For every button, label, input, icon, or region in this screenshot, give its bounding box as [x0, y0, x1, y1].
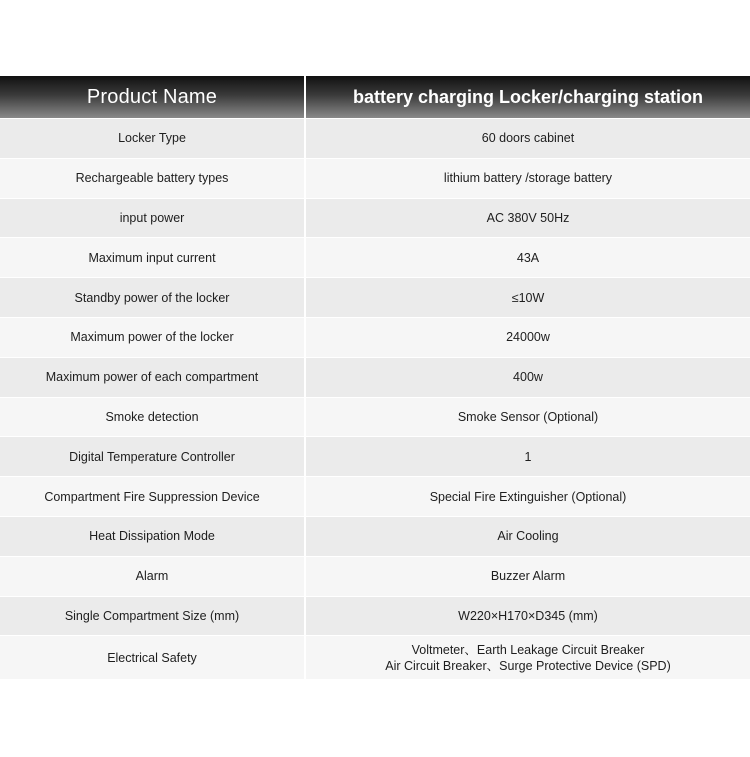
table-row — [0, 476, 750, 516]
row-value — [306, 318, 750, 357]
row-value — [306, 119, 750, 158]
table-row — [0, 277, 750, 317]
table-row — [0, 158, 750, 198]
table-row — [0, 516, 750, 556]
row-value — [306, 199, 750, 238]
table-row — [0, 596, 750, 636]
row-value-text-line2: Air Circuit Breaker、Surge Protective Device (SPD) — [385, 658, 671, 673]
table-row — [0, 556, 750, 596]
row-value — [306, 159, 750, 198]
row-label: Digital Temperature Controller — [0, 437, 304, 476]
table-row — [0, 118, 750, 158]
row-value-text: ≤10W — [511, 290, 545, 305]
row-value-text: 1 — [524, 449, 532, 464]
table-row — [0, 397, 750, 437]
row-value — [306, 278, 750, 317]
row-label: input power — [0, 199, 304, 238]
row-label: Maximum input current — [0, 238, 304, 277]
row-label: Rechargeable battery types — [0, 159, 304, 198]
header-product-title: battery charging Locker/charging station — [306, 76, 750, 118]
row-label: Heat Dissipation Mode — [0, 517, 304, 556]
table-row — [0, 357, 750, 397]
row-label: Smoke detection — [0, 398, 304, 437]
row-value-text: lithium battery /storage battery — [443, 171, 613, 186]
row-label: Single Compartment Size (mm) — [0, 597, 304, 636]
header-product-name: Product Name — [0, 76, 304, 118]
row-value — [306, 517, 750, 556]
row-label: Compartment Fire Suppression Device — [0, 477, 304, 516]
row-value — [306, 437, 750, 476]
row-label: Maximum power of each compartment — [0, 358, 304, 397]
row-value-text: AC 380V 50Hz — [486, 210, 570, 225]
row-label: Electrical Safety — [0, 636, 304, 679]
row-value — [306, 557, 750, 596]
table-row — [0, 317, 750, 357]
row-value — [306, 238, 750, 277]
row-value-text: 24000w — [506, 330, 550, 345]
table-header — [0, 76, 750, 118]
row-value-text: Air Cooling — [497, 529, 559, 544]
row-value — [306, 358, 750, 397]
table-row — [0, 635, 750, 679]
row-value-text: 43A — [516, 250, 540, 265]
spec-table — [0, 76, 750, 679]
row-label: Maximum power of the locker — [0, 318, 304, 357]
row-value — [306, 636, 750, 679]
row-value-text: Buzzer Alarm — [490, 569, 566, 584]
row-value-text: Smoke Sensor (Optional) — [457, 409, 599, 424]
row-value — [306, 398, 750, 437]
row-value-text: 60 doors cabinet — [481, 131, 575, 146]
table-row — [0, 237, 750, 277]
row-value — [306, 597, 750, 636]
row-value-text: 400w — [513, 370, 543, 385]
table-body — [0, 118, 750, 679]
row-label: Locker Type — [0, 119, 304, 158]
row-label: Alarm — [0, 557, 304, 596]
table-row — [0, 198, 750, 238]
row-value-text: Voltmeter、Earth Leakage Circuit Breaker — [411, 642, 645, 657]
row-label: Standby power of the locker — [0, 278, 304, 317]
row-value-text: Special Fire Extinguisher (Optional) — [429, 489, 627, 504]
row-value-text: W220×H170×D345 (mm) — [458, 608, 598, 623]
table-row — [0, 436, 750, 476]
row-value — [306, 477, 750, 516]
